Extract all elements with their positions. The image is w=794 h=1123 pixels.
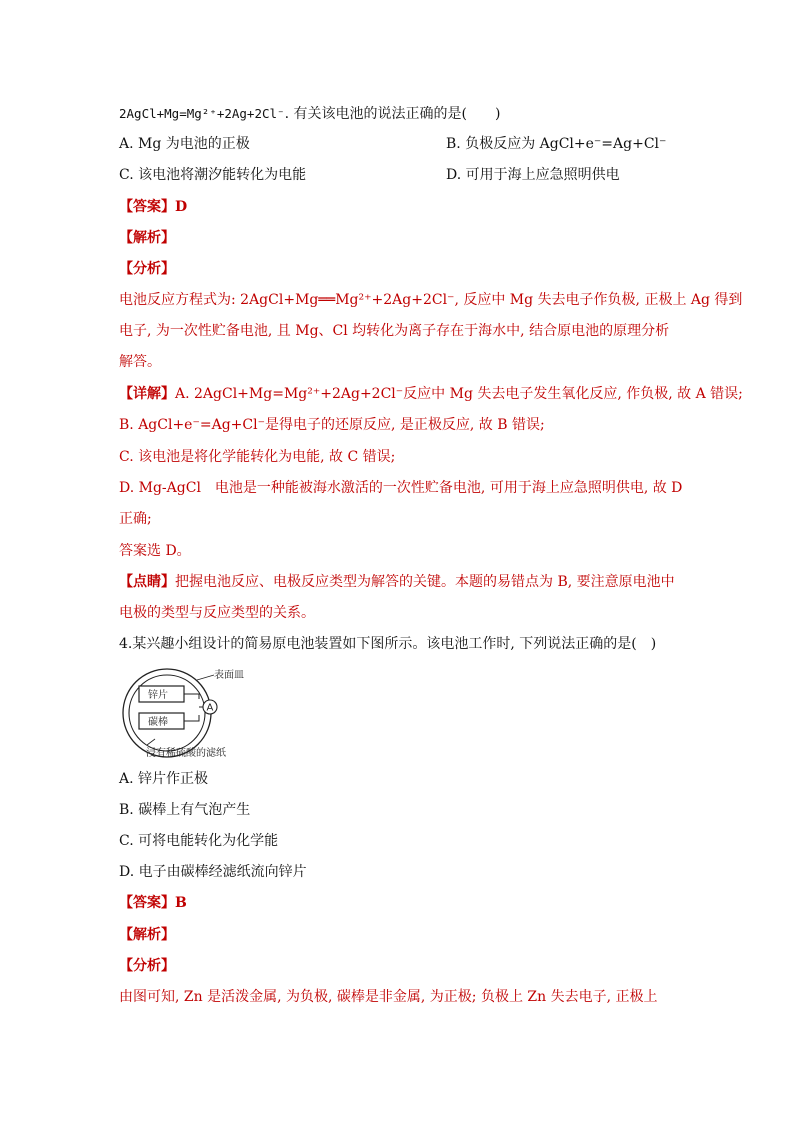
q3-dianjing-row xyxy=(119,572,675,592)
q3-stem xyxy=(119,104,500,124)
q4-option-c: C. 可将电能转化为化学能 xyxy=(119,833,279,849)
q3-xiangjie-d-line-1: D. Mg-AgCl 电池是一种能被海水激活的一次性贮备电池, 可用于海上应急照明供电, 故 D xyxy=(119,480,683,496)
ammeter-label: A xyxy=(206,702,214,714)
wire-top xyxy=(184,694,199,699)
battery-diagram xyxy=(119,666,251,762)
q3-option-d: D. 可用于海上应急照明供电 xyxy=(446,167,620,183)
carbon-label: 碳棒 xyxy=(148,717,168,728)
paper-leader-line xyxy=(147,739,155,745)
q3-fenxi-line-2: 电子, 为一次性贮备电池, 且 Mg、Cl 均转化为离子存在于海水中, 结合原电池的原理分析 xyxy=(119,323,670,339)
q4-option-d: D. 电子由碳棒经滤纸流向锌片 xyxy=(119,864,307,880)
q3-fenxi-line-3: 解答。 xyxy=(119,354,161,370)
wire-bottom xyxy=(184,715,199,721)
q4-jiexi-tag: 【解析】 xyxy=(119,927,175,943)
q4-answer-tag: 【答案】 xyxy=(119,895,175,911)
q3-dianjing-2: 电极的类型与反应类型的关系。 xyxy=(119,605,315,621)
zinc-label: 锌片 xyxy=(148,690,168,701)
dish-label: 表面皿 xyxy=(214,670,244,681)
q3-jiexi-tag: 【解析】 xyxy=(119,230,175,246)
q4-answer: B xyxy=(175,895,187,911)
q3-option-a: A. Mg 为电池的正极 xyxy=(119,136,250,152)
q3-option-b: B. 负极反应为 AgCl+e⁻=Ag+Cl⁻ xyxy=(446,136,667,152)
q3-stem-formula: 2AgCl+Mg=Mg²⁺+2Ag+2Cl⁻ xyxy=(119,106,285,121)
q3-xiangjie-a-row xyxy=(119,384,743,404)
q3-fenxi-line-1: 电池反应方程式为: 2AgCl+Mg══Mg²⁺+2Ag+2Cl⁻, 反应中 Mg 失去电子作负极, 正极上 Ag 得到 xyxy=(119,292,743,308)
q3-xiangjie-tag: 【详解】 xyxy=(119,386,175,402)
q3-xiangjie-c: C. 该电池是将化学能转化为电能, 故 C 错误; xyxy=(119,449,396,465)
q3-xiangjie-d-line-2: 正确; xyxy=(119,511,152,527)
q3-answer-choice: 答案选 D。 xyxy=(119,543,191,559)
q3-stem-text: . 有关该电池的说法正确的是( ) xyxy=(284,106,501,122)
q4-fenxi-tag: 【分析】 xyxy=(119,958,175,974)
q3-option-c: C. 该电池将潮汐能转化为电能 xyxy=(119,167,307,183)
dish-leader-line xyxy=(197,675,214,680)
q4-stem: 4.某兴趣小组设计的简易原电池装置如下图所示。该电池工作时, 下列说法正确的是( ) xyxy=(119,636,657,652)
q4-option-b: B. 碳棒上有气泡产生 xyxy=(119,802,251,818)
q4-option-a: A. 锌片作正极 xyxy=(119,771,209,787)
q3-answer-tag: 【答案】 xyxy=(119,199,175,215)
q4-answer-row xyxy=(119,893,187,913)
q3-dianjing-tag: 【点睛】 xyxy=(119,574,175,590)
q3-answer: D xyxy=(175,199,188,215)
paper-label: 浸有稀硫酸的滤纸 xyxy=(146,748,226,759)
q3-dianjing-1: 把握电池反应、电极反应类型为解答的关键。本题的易错点为 B, 要注意原电池中 xyxy=(175,574,675,590)
q3-fenxi-tag: 【分析】 xyxy=(119,261,175,277)
q3-answer-row xyxy=(119,197,187,217)
q4-fenxi-line-1: 由图可知, Zn 是活泼金属, 为负极, 碳棒是非金属, 为正极; 负极上 Zn 失去电子, 正极上 xyxy=(119,989,658,1005)
q3-xiangjie-b: B. AgCl+e⁻=Ag+Cl⁻是得电子的还原反应, 是正极反应, 故 B 错误; xyxy=(119,417,545,433)
q3-xiangjie-a: A. 2AgCl+Mg=Mg²⁺+2Ag+2Cl⁻反应中 Mg 失去电子发生氧化反应, 作负极, 故 A 错误; xyxy=(175,386,743,402)
